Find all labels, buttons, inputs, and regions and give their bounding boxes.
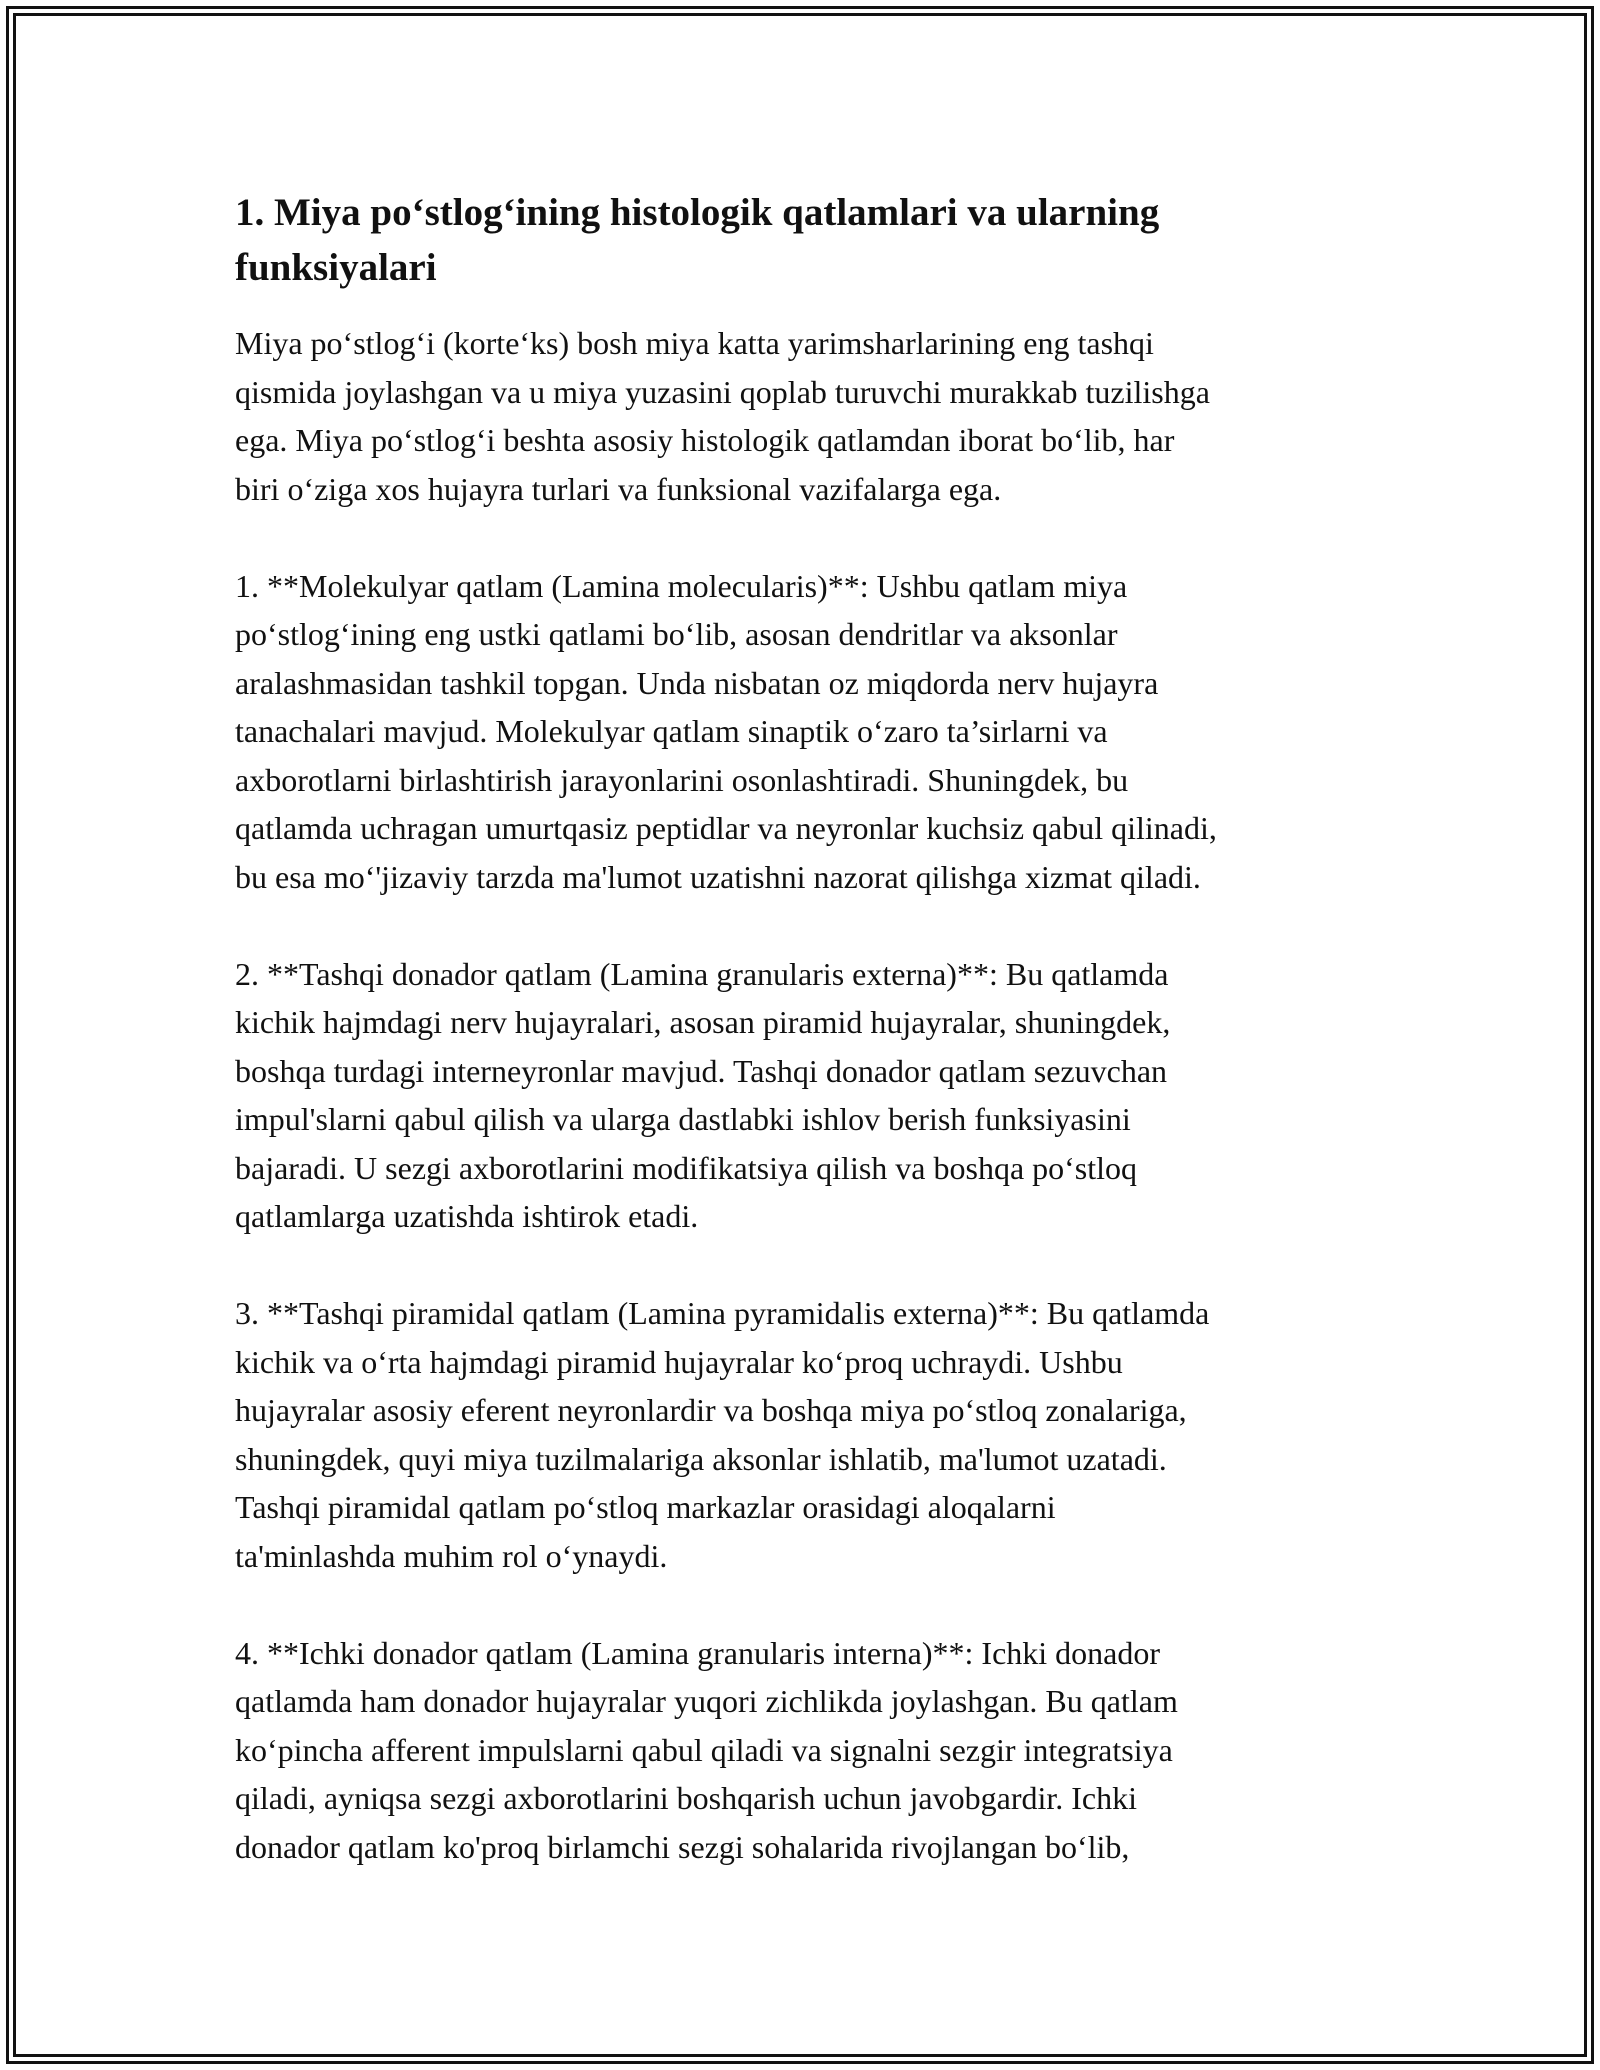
text-line: aralashmasidan tashkil topgan. Unda nisbatan oz miqdorda nerv hujayra: [235, 664, 1159, 701]
text-line: qiladi, ayniqsa sezgi axborotlarini boshqarish uchun javobgardir. Ichki: [235, 1780, 1137, 1816]
text-line: tanachalari mavjud. Molekulyar qatlam sinaptik o‘zaro ta’sirlarni va: [235, 713, 1108, 749]
text-line: bajaradi. U sezgi axborotlarini modifikatsiya qilish va boshqa po‘stloq: [235, 1149, 1138, 1186]
text-line: ta'minlashda muhim rol o‘ynaydi.: [235, 1537, 668, 1574]
text-line: ko‘pincha afferent impulslarni qabul qiladi va signalni sezgir integratsiya: [235, 1731, 1173, 1768]
text-line: boshqa turdagi interneyronlar mavjud. Tashqi donador qatlam sezuvchan: [235, 1052, 1168, 1089]
text-line: qismida joylashgan va u miya yuzasini qoplab turuvchi murakkab tuzilishga: [235, 373, 1210, 410]
layer-1-paragraph: [235, 562, 1375, 902]
text-line: 2. **Tashqi donador qatlam (Lamina granularis externa)**: Bu qatlamda: [235, 955, 1169, 992]
document-title: [235, 185, 1375, 295]
text-line: qatlamda uchragan umurtqasiz peptidlar va neyronlar kuchsiz qabul qilinadi,: [235, 810, 1217, 846]
text-line: donador qatlam ko'proq birlamchi sezgi sohalarida rivojlangan bo‘lib,: [235, 1828, 1130, 1865]
layer-3-paragraph: [235, 1289, 1375, 1580]
title-line: funksiyalari: [235, 246, 437, 289]
text-line: kichik hajmdagi nerv hujayralari, asosan piramid hujayralar, shuningdek,: [235, 1004, 1171, 1040]
text-line: axborotlarni birlashtirish jarayonlarini osonlashtiradi. Shuningdek, bu: [235, 761, 1129, 798]
text-line: qatlamlarga uzatishda ishtirok etadi.: [235, 1198, 699, 1234]
text-line: qatlamda ham donador hujayralar yuqori zichlikda joylashgan. Bu qatlam: [235, 1683, 1178, 1719]
text-line: 3. **Tashqi piramidal qatlam (Lamina pyramidalis externa)**: Bu qatlamda: [235, 1295, 1210, 1331]
text-line: Tashqi piramidal qatlam po‘stloq markazlar orasidagi aloqalarni: [235, 1489, 1056, 1525]
text-line: 4. **Ichki donador qatlam (Lamina granularis interna)**: Ichki donador: [235, 1634, 1161, 1671]
text-line: bu esa mo‘'jizaviy tarzda ma'lumot uzatishni nazorat qilishga xizmat qiladi.: [235, 858, 1201, 895]
text-line: 1. **Molekulyar qatlam (Lamina molecularis)**: Ushbu qatlam miya: [235, 567, 1128, 604]
text-line: biri o‘ziga xos hujayra turlari va funksional vazifalarga ega.: [235, 470, 1002, 507]
text-line: po‘stlog‘ining eng ustki qatlami bo‘lib, asosan dendritlar va aksonlar: [235, 616, 1118, 652]
text-line: kichik va o‘rta hajmdagi piramid hujayralar ko‘proq uchraydi. Ushbu: [235, 1343, 1123, 1380]
layer-4-paragraph: [235, 1629, 1375, 1872]
layer-2-paragraph: [235, 950, 1375, 1241]
text-line: ega. Miya po‘stlog‘i beshta asosiy histologik qatlamdan iborat bo‘lib, har: [235, 422, 1175, 458]
document-body: [235, 185, 1375, 1920]
text-line: Miya po‘stlog‘i (korte‘ks) bosh miya katta yarimsharlarining eng tashqi: [235, 325, 1154, 361]
title-line: 1. Miya po‘stlog‘ining histologik qatlamlari va ularning: [235, 191, 1160, 234]
text-line: hujayralar asosiy eferent neyronlardir va boshqa miya po‘stloq zonalariga,: [235, 1392, 1187, 1428]
text-line: shuningdek, quyi miya tuzilmalariga aksonlar ishlatib, ma'lumot uzatadi.: [235, 1440, 1167, 1477]
intro-paragraph: [235, 319, 1375, 513]
text-line: impul'slarni qabul qilish va ularga dastlabki ishlov berish funksiyasini: [235, 1101, 1131, 1137]
